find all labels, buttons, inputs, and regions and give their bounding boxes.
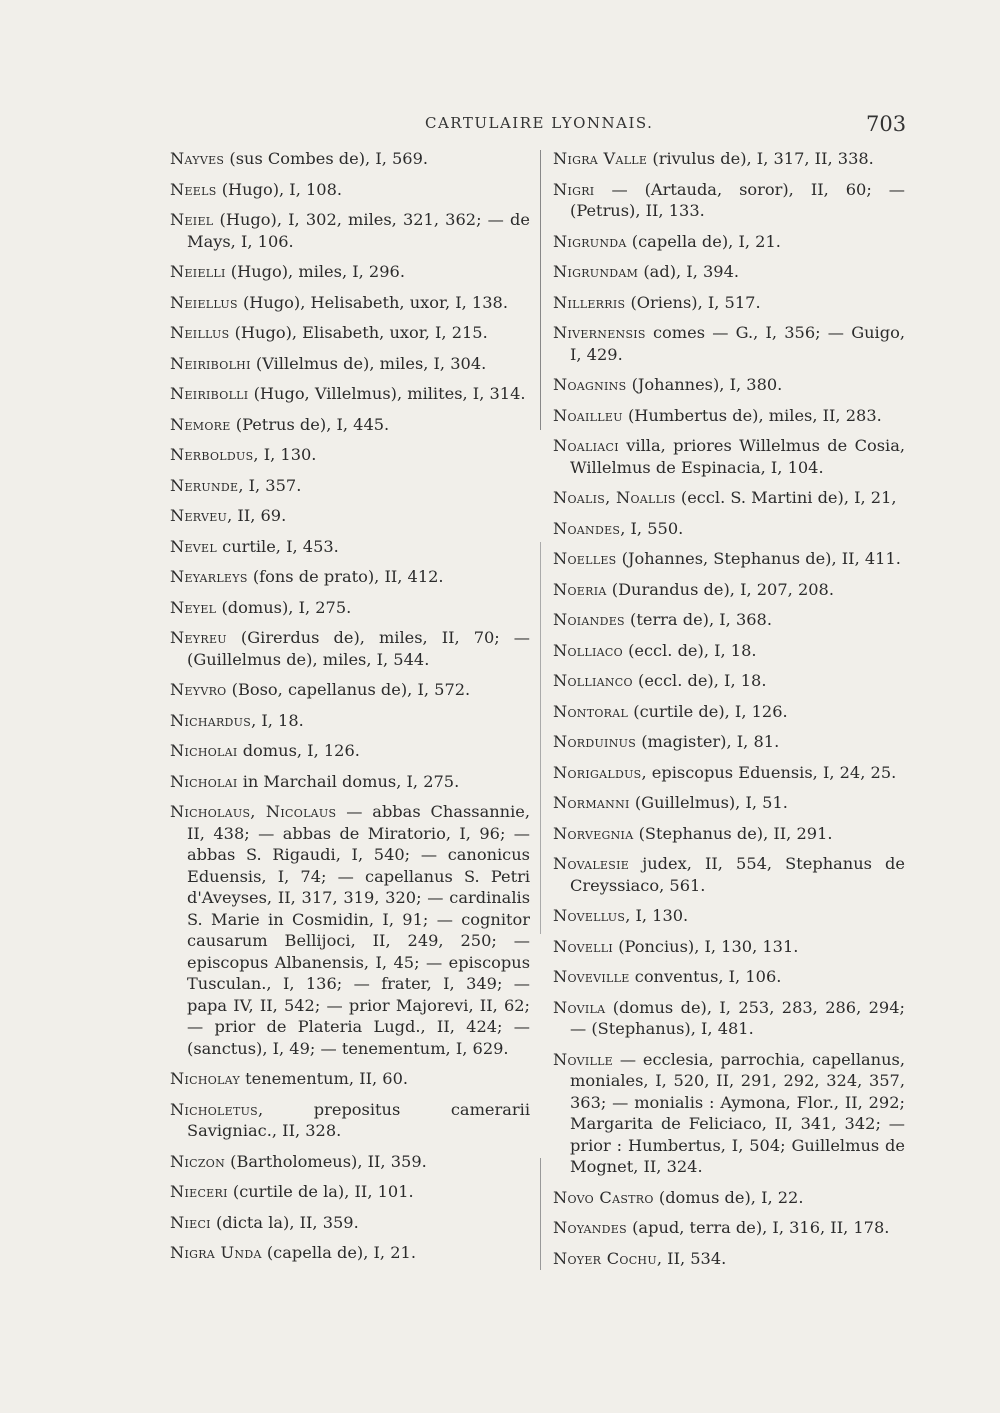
entry-headword: Nicholay — [170, 1069, 241, 1088]
entry-headword: Nerveu — [170, 506, 228, 525]
entry-references: (domus de), I, 253, 283, 286, 294; — (Stephanus), I, 481. — [570, 997, 905, 1038]
entry-headword: Nigrunda — [553, 231, 627, 251]
index-entry — [170, 1181, 530, 1203]
index-column-left — [170, 148, 530, 1273]
entry-references: domus, I, 126. — [242, 741, 360, 760]
entry-references: (Oriens), I, 517. — [630, 292, 761, 312]
index-entry — [553, 518, 905, 540]
entry-references: (Durandus de), I, 207, 208. — [611, 579, 834, 599]
entry-headword: Neels — [170, 179, 217, 199]
index-entry — [170, 475, 530, 497]
index-entry — [553, 670, 905, 692]
column-divider — [540, 150, 541, 1270]
entry-headword: Neyarleys — [170, 567, 248, 586]
entry-headword: Novelli — [553, 936, 614, 956]
entry-headword: Norigaldus — [553, 762, 642, 782]
entry-references: (Stephanus de), II, 291. — [638, 823, 833, 843]
index-entry — [170, 1068, 530, 1090]
entry-references: , I, 130. — [625, 906, 689, 925]
index-entry — [553, 487, 905, 509]
entry-headword: Noelles — [553, 549, 617, 568]
index-entry — [170, 1212, 530, 1234]
index-entry — [170, 209, 530, 252]
index-entry — [170, 771, 530, 793]
index-entry — [553, 1049, 905, 1178]
index-entry — [170, 627, 530, 670]
entry-headword: Neielli — [170, 262, 226, 281]
entry-headword: Noveville — [553, 967, 630, 986]
entry-headword: Normanni — [553, 793, 630, 812]
entry-headword: Nicholetus — [170, 1099, 259, 1119]
entry-references: (Hugo), I, 302, miles, 321, 362; — de Mays, I, 106. — [187, 210, 530, 251]
entry-references: (capella de), I, 21. — [266, 1243, 416, 1262]
entry-headword: Nigra Valle — [553, 149, 648, 168]
entry-references: villa, priores Willelmus de Cosia, Willelmus de Espinacia, I, 104. — [570, 436, 905, 477]
index-entry — [170, 505, 530, 527]
entry-references: (eccl. de), I, 18. — [628, 640, 757, 660]
entry-references: (ad), I, 394. — [643, 262, 740, 281]
entry-references: (magister), I, 81. — [641, 732, 780, 751]
entry-headword: Nicholai — [170, 741, 238, 760]
entry-headword: Novo Castro — [553, 1187, 654, 1207]
index-entry — [170, 261, 530, 283]
entry-references: (eccl. de), I, 18. — [638, 671, 767, 690]
index-entry — [170, 292, 530, 314]
index-entry — [553, 762, 905, 784]
entry-references: (Villelmus de), miles, I, 304. — [255, 353, 487, 373]
entry-references: , I, 18. — [251, 710, 304, 730]
entry-references: (Guillelmus), I, 51. — [634, 793, 788, 812]
entry-references: (sus Combes de), I, 569. — [229, 149, 429, 168]
entry-headword: Nolliaco — [553, 640, 623, 660]
entry-headword: Neiel — [170, 210, 214, 229]
index-entry — [553, 322, 905, 365]
index-entry — [553, 1217, 905, 1239]
entry-headword: Nicholai — [170, 771, 238, 791]
entry-references: (fons de prato), II, 412. — [252, 567, 444, 586]
entry-references: comes — G., I, 356; — Guigo, I, 429. — [570, 323, 905, 364]
index-entry — [170, 322, 530, 344]
entry-headword: Norduinus — [553, 732, 637, 751]
entry-references: (Girerdus de), miles, II, 70; — (Guillelmus de), miles, I, 544. — [187, 628, 530, 669]
index-entry — [553, 179, 905, 222]
entry-headword: Nayves — [170, 149, 225, 168]
page-number: 703 — [866, 112, 907, 136]
index-entry — [170, 383, 530, 405]
index-entry — [170, 566, 530, 588]
entry-references: (curtile de), I, 126. — [633, 701, 788, 721]
index-entry — [553, 261, 905, 283]
entry-references: (apud, terra de), I, 316, II, 178. — [632, 1218, 890, 1237]
index-entry — [170, 414, 530, 436]
index-entry — [553, 374, 905, 396]
entry-headword: Novellus — [553, 906, 626, 925]
entry-headword: Nerboldus — [170, 445, 254, 464]
index-entry — [553, 148, 905, 170]
entry-headword: Novalesie — [553, 854, 630, 873]
entry-references: in Marchail domus, I, 275. — [242, 771, 460, 791]
entry-headword: Noyandes — [553, 1218, 627, 1237]
index-entry — [553, 966, 905, 988]
entry-headword: Neiellus — [170, 292, 238, 312]
entry-references: — (Artauda, soror), II, 60; — (Petrus), II, 133. — [570, 179, 905, 220]
entry-references: (Bartholomeus), II, 359. — [230, 1151, 427, 1171]
entry-references: , II, 69. — [227, 506, 287, 525]
index-entry — [553, 435, 905, 478]
entry-headword: Noagnins — [553, 375, 627, 394]
entry-references: — abbas Chassannie, II, 438; — abbas de Miratorio, I, 96; — abbas S. Rigaudi, I, 540; — canonicus Eduensis, I, 74; — capellanus S. Petri d'Aveyses, II, 317, 319, 320; — cardinalis S. Marie in Cosmidin, I, 91; — cognitor causarum Bellijoci, II, 249, 250; — episcopus Albanensis, I, 45; — episcopus Tusculan., I, 136; — frater, I, 349; — papa IV, II, 542; — prior Majorevi, II, 62; — prior de Plateria Lugd., II, 424; — (sanctus), I, 49; — tenementum, I, 629. — [187, 802, 530, 1058]
entry-references: (eccl. S. Martini de), I, 21, — [680, 488, 897, 507]
entry-references: (Johannes), I, 380. — [631, 375, 783, 394]
entry-references: (domus de), I, 22. — [658, 1187, 804, 1207]
entry-headword: Nichardus — [170, 710, 252, 730]
entry-headword: Nieceri — [170, 1182, 228, 1201]
entry-headword: Nemore — [170, 414, 231, 434]
entry-headword: Noandes — [553, 518, 621, 538]
entry-references: (terra de), I, 368. — [630, 610, 772, 629]
index-entry — [553, 1248, 905, 1270]
entry-headword: Noyer Cochu — [553, 1248, 657, 1268]
entry-references: tenementum, II, 60. — [245, 1069, 409, 1088]
entry-references: (curtile de la), II, 101. — [232, 1182, 414, 1201]
index-entry — [553, 609, 905, 631]
index-entry — [170, 801, 530, 1059]
entry-references: , prepositus camerarii Savigniac., II, 328. — [187, 1099, 530, 1140]
entry-headword: Nerunde — [170, 475, 239, 495]
index-entry — [553, 701, 905, 723]
entry-headword: Neillus — [170, 323, 230, 342]
index-entry — [170, 679, 530, 701]
entry-references: — ecclesia, parrochia, capellanus, moniales, I, 520, II, 291, 292, 324, 357, 363; — monialis : Aymona, Flor., II, 292; Margarita de Feliciaco, II, 341, 342; — prior : Humbertus, I, 504; Guillelmus de Mognet, II, 324. — [570, 1049, 905, 1176]
running-title: CARTULAIRE LYONNAIS. — [425, 114, 654, 132]
entry-headword: Noville — [553, 1049, 614, 1069]
entry-headword: Neyel — [170, 597, 217, 617]
entry-headword: Nivernensis — [553, 323, 646, 342]
entry-headword: Niczon — [170, 1151, 226, 1171]
index-entry — [553, 936, 905, 958]
index-entry — [553, 731, 905, 753]
index-entry — [170, 353, 530, 375]
index-entry — [170, 536, 530, 558]
index-entry — [553, 1187, 905, 1209]
entry-references: (rivulus de), I, 317, II, 338. — [652, 149, 874, 168]
index-entry — [553, 640, 905, 662]
entry-headword: Norvegnia — [553, 823, 634, 843]
entry-references: , II, 534. — [656, 1248, 727, 1268]
entry-headword: Nontoral — [553, 701, 629, 721]
index-entry — [170, 179, 530, 201]
index-entry — [170, 1099, 530, 1142]
entry-references: judex, II, 554, Stephanus de Creyssiaco, 561. — [570, 854, 905, 895]
entry-references: (capella de), I, 21. — [631, 231, 781, 251]
entry-headword: Neyvro — [170, 680, 227, 699]
entry-headword: Nillerris — [553, 292, 626, 312]
entry-references: , episcopus Eduensis, I, 24, 25. — [641, 762, 897, 782]
index-entry — [170, 597, 530, 619]
entry-headword: Nigri — [553, 179, 595, 199]
entry-headword: Nigra Unda — [170, 1243, 262, 1262]
entry-headword: Noaliaci — [553, 436, 619, 455]
index-entry — [553, 231, 905, 253]
entry-headword: Noailleu — [553, 405, 623, 425]
index-entry — [553, 579, 905, 601]
entry-headword: Novila — [553, 997, 606, 1017]
entry-references: (Hugo), Elisabeth, uxor, I, 215. — [234, 323, 488, 342]
index-entry — [553, 548, 905, 570]
entry-headword: Nieci — [170, 1212, 211, 1232]
index-column-right — [553, 148, 905, 1278]
entry-references: , I, 357. — [238, 475, 302, 495]
index-entry — [170, 1151, 530, 1173]
index-entry — [553, 792, 905, 814]
entry-references: curtile, I, 453. — [222, 536, 339, 556]
entry-references: (Johannes, Stephanus de), II, 411. — [621, 549, 901, 568]
entry-headword: Neyreu — [170, 628, 227, 647]
index-entry — [553, 405, 905, 427]
entry-headword: Noiandes — [553, 610, 625, 629]
entry-headword: Noalis, Noallis — [553, 488, 676, 507]
entry-references: (Boso, capellanus de), I, 572. — [231, 680, 471, 699]
entry-headword: Nicholaus, Nicolaus — [170, 802, 337, 821]
entry-references: (Hugo), I, 108. — [221, 179, 343, 199]
index-entry — [553, 292, 905, 314]
entry-references: , I, 130. — [253, 445, 317, 464]
entry-references: (Poncius), I, 130, 131. — [618, 936, 799, 956]
entry-headword: Noeria — [553, 579, 607, 599]
index-entry — [170, 444, 530, 466]
entry-references: , I, 550. — [620, 518, 684, 538]
index-entry — [553, 997, 905, 1040]
index-entry — [170, 148, 530, 170]
entry-references: (Hugo), Helisabeth, uxor, I, 138. — [242, 292, 508, 312]
entry-references: (Hugo, Villelmus), milites, I, 314. — [253, 384, 526, 403]
index-entry — [170, 710, 530, 732]
entry-references: (Petrus de), I, 445. — [235, 414, 390, 434]
entry-headword: Neiribolli — [170, 384, 249, 403]
entry-headword: Neiribolhi — [170, 353, 251, 373]
index-entry — [553, 823, 905, 845]
entry-headword: Nollianco — [553, 671, 633, 690]
entry-headword: Nevel — [170, 536, 217, 556]
entry-references: conventus, I, 106. — [634, 967, 782, 986]
index-entry — [553, 853, 905, 896]
index-entry — [553, 905, 905, 927]
entry-references: (Hugo), miles, I, 296. — [230, 262, 405, 281]
index-entry — [170, 740, 530, 762]
entry-references: (dicta la), II, 359. — [215, 1212, 359, 1232]
entry-references: (domus), I, 275. — [221, 597, 352, 617]
entry-headword: Nigrundam — [553, 262, 639, 281]
entry-references: (Humbertus de), miles, II, 283. — [627, 405, 882, 425]
index-entry — [170, 1242, 530, 1264]
